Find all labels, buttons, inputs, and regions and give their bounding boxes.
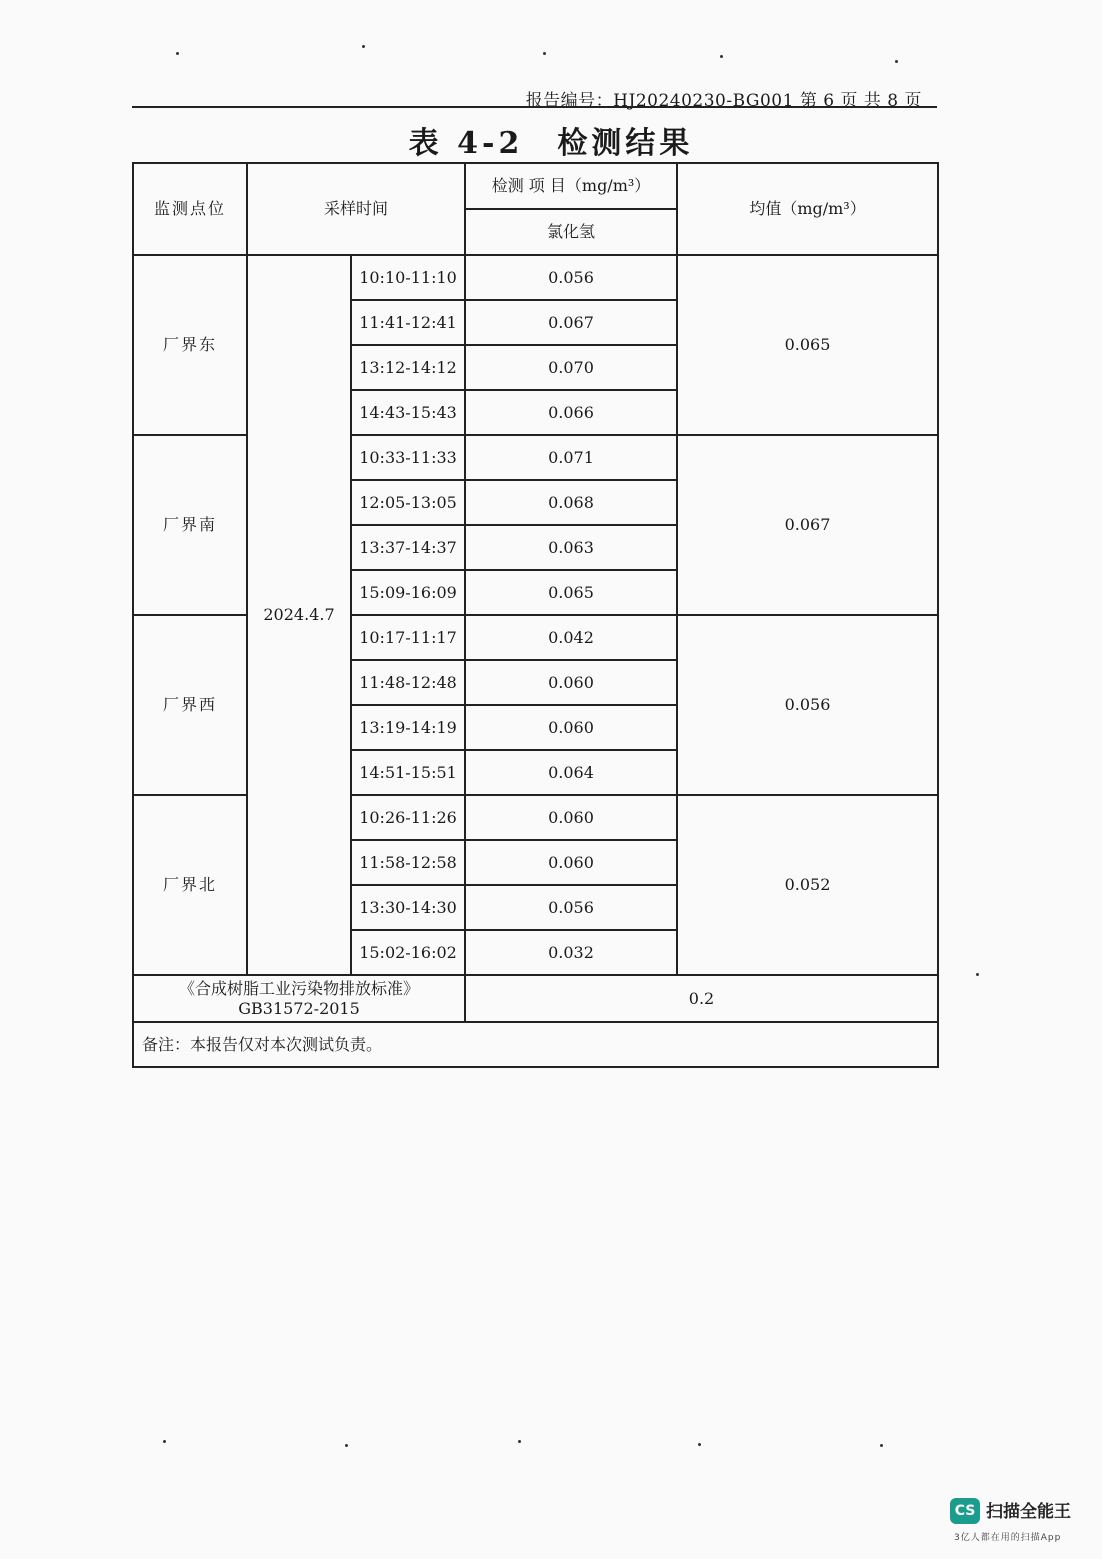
- sampling-time-slot: 11:41-12:41: [351, 300, 465, 345]
- sampling-date: 2024.4.7: [247, 255, 351, 975]
- site-name: 厂界北: [133, 795, 247, 975]
- standard-name: [133, 975, 465, 1022]
- standard-code: GB31572-2015: [238, 998, 360, 1018]
- scan-speck: [976, 973, 979, 976]
- scanner-watermark: [950, 1494, 1080, 1544]
- hcl-value: 0.060: [465, 840, 677, 885]
- header-site: 监测点位: [133, 163, 247, 255]
- hcl-value: 0.071: [465, 435, 677, 480]
- scan-speck: [163, 1440, 166, 1443]
- hcl-value: 0.042: [465, 615, 677, 660]
- site-name: 厂界南: [133, 435, 247, 615]
- report-number: 报告编号：HJ20240230-BG001 第 6 页 共 8 页: [525, 91, 922, 111]
- standard-limit: 0.2: [465, 975, 938, 1022]
- header-substance: 氯化氢: [465, 209, 677, 255]
- hcl-value: 0.066: [465, 390, 677, 435]
- hcl-value: 0.060: [465, 705, 677, 750]
- sampling-time-slot: 12:05-13:05: [351, 480, 465, 525]
- header-rule: [132, 106, 937, 108]
- hcl-value: 0.065: [465, 570, 677, 615]
- scan-speck: [880, 1444, 883, 1447]
- site-mean: 0.065: [677, 255, 938, 435]
- remark: 备注：本报告仅对本次测试负责。: [133, 1022, 938, 1067]
- site-mean: 0.052: [677, 795, 938, 975]
- scan-speck: [698, 1443, 701, 1446]
- page-title: 表 4-2 检测结果: [408, 126, 694, 161]
- site-mean: 0.067: [677, 435, 938, 615]
- sampling-time-slot: 10:33-11:33: [351, 435, 465, 480]
- sampling-time-slot: 10:17-11:17: [351, 615, 465, 660]
- hcl-value: 0.067: [465, 300, 677, 345]
- scan-speck: [720, 55, 723, 58]
- standard-title: 《合成树脂工业污染物排放标准》: [179, 978, 420, 998]
- sampling-time-slot: 11:48-12:48: [351, 660, 465, 705]
- hcl-value: 0.068: [465, 480, 677, 525]
- hcl-value: 0.063: [465, 525, 677, 570]
- hcl-value: 0.060: [465, 660, 677, 705]
- sampling-time-slot: 11:58-12:58: [351, 840, 465, 885]
- table-row: [133, 255, 938, 300]
- hcl-value: 0.060: [465, 795, 677, 840]
- sampling-time-slot: 14:43-15:43: [351, 390, 465, 435]
- hcl-value: 0.056: [465, 255, 677, 300]
- hcl-value: 0.070: [465, 345, 677, 390]
- sampling-time-slot: 10:10-11:10: [351, 255, 465, 300]
- site-name: 厂界西: [133, 615, 247, 795]
- scan-speck: [176, 52, 179, 55]
- cs-logo-icon: CS: [950, 1498, 980, 1524]
- scan-speck: [345, 1444, 348, 1447]
- header-mean: 均值（mg/m³）: [677, 163, 938, 255]
- sampling-time-slot: 13:30-14:30: [351, 885, 465, 930]
- scan-speck: [543, 52, 546, 55]
- results-table: [132, 162, 939, 1068]
- sampling-time-slot: 13:37-14:37: [351, 525, 465, 570]
- sampling-time-slot: 14:51-15:51: [351, 750, 465, 795]
- watermark-tagline: 3亿人都在用的扫描App: [954, 1533, 1062, 1543]
- hcl-value: 0.056: [465, 885, 677, 930]
- sampling-time-slot: 13:19-14:19: [351, 705, 465, 750]
- sampling-time-slot: 15:09-16:09: [351, 570, 465, 615]
- sampling-time-slot: 15:02-16:02: [351, 930, 465, 975]
- note-row: [133, 1022, 938, 1067]
- sampling-time-slot: 13:12-14:12: [351, 345, 465, 390]
- site-name: 厂界东: [133, 255, 247, 435]
- watermark-brand: 扫描全能王: [986, 1502, 1071, 1522]
- header-test-item: 检测 项 目（mg/m³）: [465, 163, 677, 209]
- scan-speck: [518, 1440, 521, 1443]
- hcl-value: 0.064: [465, 750, 677, 795]
- site-mean: 0.056: [677, 615, 938, 795]
- sampling-time-slot: 10:26-11:26: [351, 795, 465, 840]
- header-sampling-time: 采样时间: [247, 163, 465, 255]
- scan-speck: [362, 45, 365, 48]
- standard-row: [133, 975, 938, 1022]
- scan-speck: [895, 60, 898, 63]
- hcl-value: 0.032: [465, 930, 677, 975]
